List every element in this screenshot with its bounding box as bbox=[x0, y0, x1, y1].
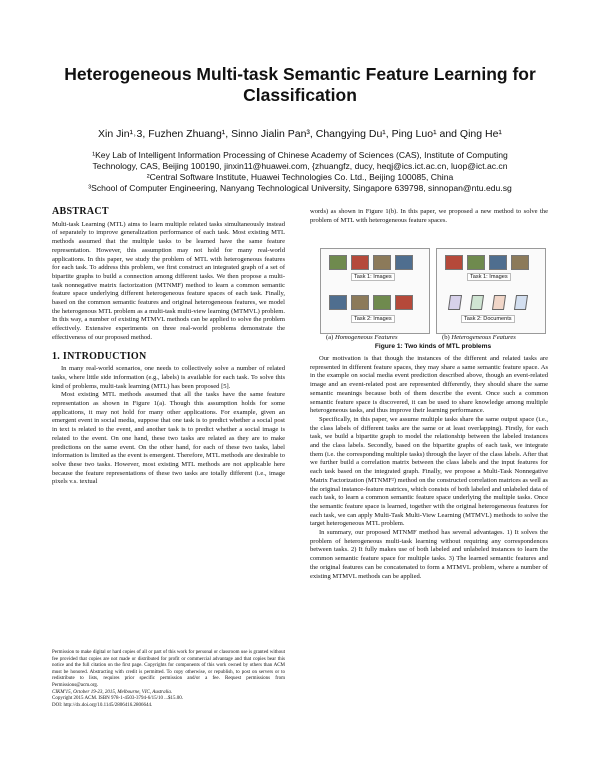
subcaption-b bbox=[442, 334, 516, 341]
subcaption-a bbox=[326, 334, 398, 341]
abstract-text: Multi-task Learning (MTL) aims to learn multiple related tasks simultaneously instead of separately to improve generalization performance of each task. Most existing MTL methods assumed that the multiple tasks to be learned have the same feature representation. However, this assumption may not hold for many real-world applications. In this paper, we study the problem of MTL with heterogeneous features for each task. To address this problem, we first construct an integrated graph of a set of bipartite graphs to build a connection among different tasks. We then propose a multi-task nonnegative matrix factorization (MTNMF) method to learn a common semantic feature space underlying different heterogeneous feature spaces of each task. Finally, based on the common semantic features and original heterogeneous features, we model the heterogenous MTL problem as a multi-task multi-view learning (MTMVL) problem. In this way, a number of existing MTMVL methods can be applied to solve the problem effectively. Extensive experiments on three real-world problems demonstrate the effectiveness of our proposed method. bbox=[52, 220, 285, 341]
continued-paragraph: words) as shown in Figure 1(b). In this paper, we proposed a new method to solve the problem of MTL with heterogeneous feature spaces. bbox=[310, 208, 548, 224]
right-column-body bbox=[310, 355, 548, 581]
author-list: Xin Jin¹˒3, Fuzhen Zhuang¹, Sinno Jialin Pan³, Changying Du¹, Ping Luo¹ and Qing He¹ bbox=[98, 128, 502, 140]
body-paragraph: Specifically, in this paper, we assume multiple tasks share the same output space (i.e., the class labels of different tasks are the same or at least overlapping). Firstly, for each task, we build a bipartite graph to model the relationship between the labeled instances and the class labels. Secondly, based on the bipartite graphs of each task, we integrate them (i.e. the corresponding multiple tasks) through the layer of the class labels. After that we further build a correlation matrix between the class labels and the input features for each task based on the integrated graph. Finally, we propose a Multi-Task Nonnegative Matrix Factorization (MTNMF²) method on the constructed correlation matrices as well as the original instance-feature matrices, which consists of both labeled and unlabeled data of each task, to learn a common semantic feature space underlying the multiple tasks. Once the semantic feature space is learned, together with the original heterogeneous features for each task, we can apply Multi-Task Multi-View Learning (MTMVL) methods to solve the target heterogeneous MTL problem. bbox=[310, 415, 548, 528]
image-thumbnail bbox=[329, 295, 347, 310]
image-thumbnail bbox=[445, 255, 463, 270]
image-thumbnail bbox=[351, 255, 369, 270]
document-icon bbox=[448, 295, 462, 310]
doi-line: DOI: http://dx.doi.org/10.1145/2806416.2806644. bbox=[52, 702, 153, 708]
abstract-heading: ABSTRACT bbox=[52, 206, 109, 217]
subcaption-tag: (a) bbox=[326, 334, 334, 341]
copyright-line: Copyright 2015 ACM. ISBN 978-1-4503-3794-6/15/10 ...$15.00. bbox=[52, 696, 183, 702]
image-thumbnail bbox=[511, 255, 529, 270]
right-column-top bbox=[310, 208, 548, 225]
intro-paragraph: Most existing MTL methods assumed that all the tasks have the same feature representation as shown in Figure 1(a). Though this assumption holds for some applications, it may not hold for many other applications. For example, given an emergent event in social media, suppose that one task is to predict whether a social post in text is related to the event, and another task is to predict whether a social image is related to the event. On one hand, these two tasks are related as they are to make predictions on the same event. On the other hand, for each of these two tasks, label information is limited as the event is emergent. Therefore, MTL methods are desirable to solve these two tasks. However, most existing MTL methods are not applicable here because the feature representations of these two tasks are totally different (i.e., image pixels v.s. textual bbox=[52, 391, 285, 486]
task-label: Task 1: Images bbox=[351, 273, 395, 281]
document-icon bbox=[514, 295, 528, 310]
body-paragraph: Our motivation is that though the instances of the different and related tasks are represented in different feature spaces, they may share a same semantic feature space. As in the example on social media event prediction described above, though an event-related image and an event-related post are represented differently, they should share the same semantic meanings because both of them describe the event. Once such a common semantic feature space is discovered, it can be used to share knowledge among multiple heterogeneous tasks, and thus improve their learning performance. bbox=[310, 355, 548, 415]
left-column bbox=[52, 208, 285, 487]
image-thumbnail bbox=[395, 295, 413, 310]
affiliation-line: Technology, CAS, Beijing 100190, jinxin11@huawei.com, {zhuangfz, ducy, heqj@ics.ict.ac.cn, luop@ict.ac.cn bbox=[92, 161, 508, 171]
image-thumbnail bbox=[489, 255, 507, 270]
permission-notice bbox=[52, 650, 285, 709]
subcaption-tag: (b) bbox=[442, 334, 450, 341]
figure-1 bbox=[318, 248, 548, 343]
task-label: Task 2: Images bbox=[351, 315, 395, 323]
figure-caption: Figure 1: Two kinds of MTL problems bbox=[374, 343, 492, 350]
introduction-heading: 1. INTRODUCTION bbox=[52, 350, 147, 362]
intro-paragraph: In many real-world scenarios, one needs to collectively solve a number of related tasks, where little side information (e.g., labels) is available for each task. To solve this kind of problems, multi-task learning (MTL) has been proposed [5]. bbox=[52, 365, 285, 390]
heterogeneous-panel bbox=[436, 248, 546, 334]
homogeneous-panel bbox=[320, 248, 430, 334]
task-label: Task 1: Images bbox=[467, 273, 511, 281]
image-thumbnail bbox=[351, 295, 369, 310]
image-thumbnail bbox=[373, 295, 391, 310]
document-icon bbox=[492, 295, 506, 310]
affiliations bbox=[30, 150, 570, 194]
image-thumbnail bbox=[395, 255, 413, 270]
permission-text: Permission to make digital or hard copies of all or part of this work for personal or classroom use is granted without fee provided that copies are not made or distributed for profit or commercial advantage and that copies bear this notice and the full citation on the first page. Copyrights for components of this work owned by others than ACM must be honored. Abstracting with credit is permitted. To copy otherwise, or republish, to post on servers or to redistribute to lists, requires prior specific permission and/or a fee. Request permissions from Permissions@acm.org. bbox=[52, 650, 285, 688]
paper-title: Heterogeneous Multi-task Semantic Feature Learning for Classification bbox=[64, 64, 536, 105]
image-thumbnail bbox=[329, 255, 347, 270]
task-label: Task 2: Documents bbox=[461, 315, 515, 323]
conference-line: CIKM'15, October 19-23, 2015, Melbourne, VIC, Australia. bbox=[52, 689, 173, 695]
affiliation-line: ¹Key Lab of Intelligent Information Processing of Chinese Academy of Sciences (CAS), Institute of Computing bbox=[92, 150, 508, 160]
body-paragraph: In summary, our proposed MTNMF method has several advantages. 1) It solves the problem of heterogeneous multi-task learning without requiring any correspondences between tasks. 2) It fully makes use of both labeled and unlabeled instances to learn the common semantic feature space for multiple tasks. 3) The learned semantic features and the original features can be concatenated to form a MTMVL problem, where a number of existing MTMVL methods can be applied. bbox=[310, 529, 548, 580]
image-thumbnail bbox=[467, 255, 485, 270]
subcaption-text: Homogeneous Features bbox=[334, 334, 398, 341]
affiliation-line: ³School of Computer Engineering, Nanyang Technological University, Singapore 639798, sinnopan@ntu.edu.sg bbox=[88, 183, 512, 193]
image-thumbnail bbox=[373, 255, 391, 270]
subcaption-text: Heterogeneous Features bbox=[451, 334, 516, 341]
affiliation-line: ²Central Software Institute, Huawei Technologies Co. Ltd., Beijing 100085, China bbox=[146, 172, 454, 182]
document-icon bbox=[470, 295, 484, 310]
